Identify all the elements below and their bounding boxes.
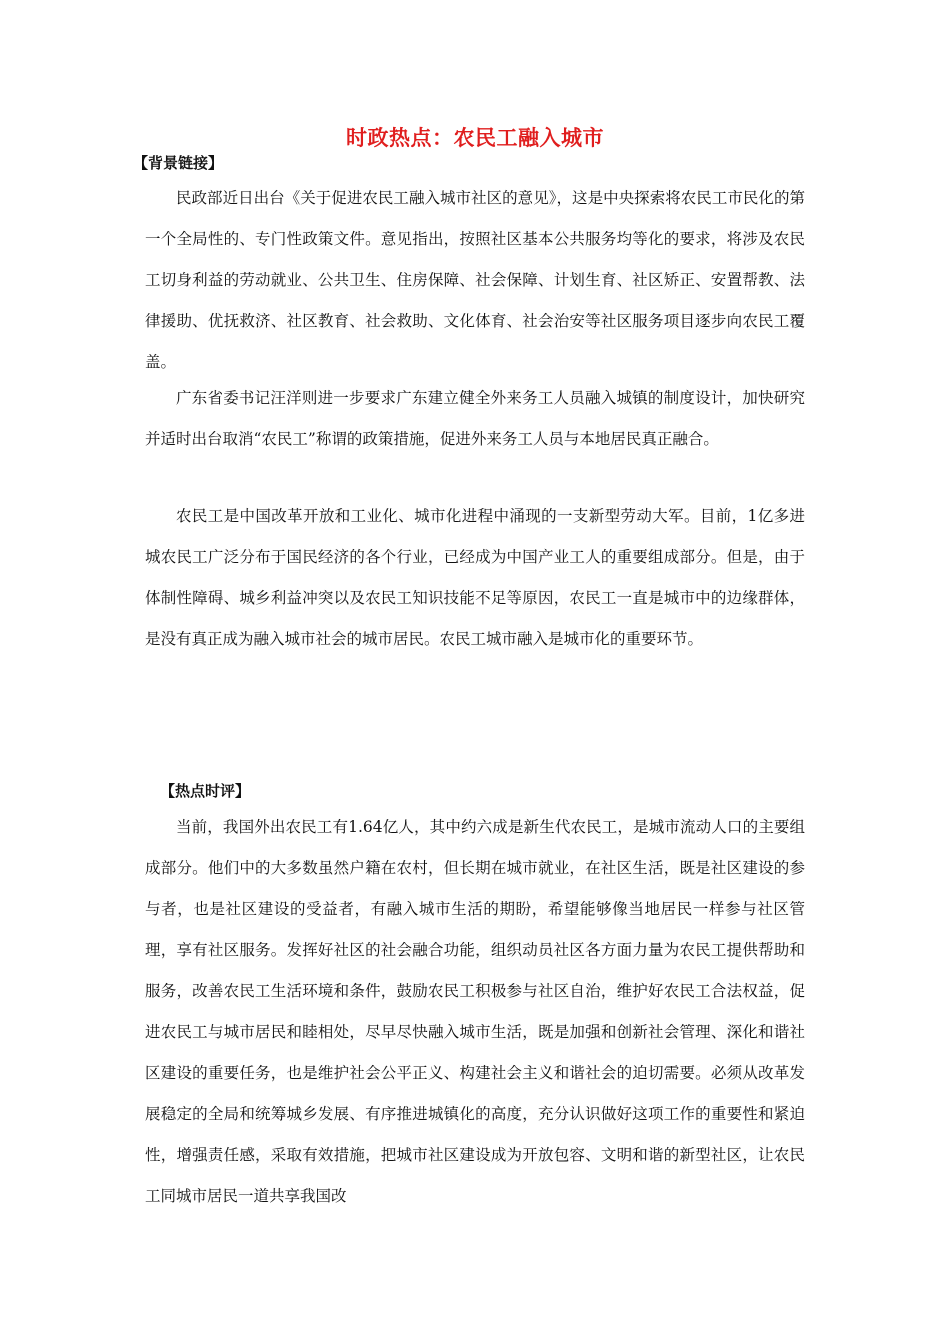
background-paragraph-2: 广东省委书记汪洋则进一步要求广东建立健全外来务工人员融入城镇的制度设计，加快研究并适时出台取消“农民工”称谓的政策措施，促进外来务工人员与本地居民真正融合。 xyxy=(145,389,805,448)
background-paragraph-3: 农民工是中国改革开放和工业化、城市化进程中涌现的一支新型劳动大军。目前，1亿多进城农民工广泛分布于国民经济的各个行业，已经成为中国产业工人的重要组成部分。但是，由于体制性障碍、城乡利益冲突以及农民工知识技能不足等原因，农民工一直是城市中的边缘群体，是没有真正成为融入城市社会的城市居民。农民工城市融入是城市化的重要环节。 xyxy=(145,507,805,648)
comment-paragraph-1: 当前，我国外出农民工有1.64亿人，其中约六成是新生代农民工，是城市流动人口的主要组成部分。他们中的大多数虽然户籍在农村，但长期在城市就业，在社区生活，既是社区建设的参与者，也是社区建设的受益者，有融入城市生活的期盼，希望能够像当地居民一样参与社区管理，享有社区服务。发挥好社区的社会融合功能，组织动员社区各方面力量为农民工提供帮助和服务，改善农民工生活环境和条件，鼓励农民工积极参与社区自治，维护好农民工合法权益，促进农民工与城市居民和睦相处，尽早尽快融入城市生活，既是加强和创新社会管理、深化和谐社区建设的重要任务，也是维护社会公平正义、构建社会主义和谐社会的迫切需要。必须从改革发展稳定的全局和统筹城乡发展、有序推进城镇化的高度，充分认识做好这项工作的重要性和紧迫性，增强责任感，采取有效措施，把城市社区建设成为开放包容、文明和谐的新型社区，让农民工同城市居民一道共享我国改 xyxy=(145,818,805,1205)
document-title: 时政热点：农民工融入城市 xyxy=(346,126,604,150)
comment-heading: 【热点时评】 xyxy=(160,782,251,800)
background-heading: 【背景链接】 xyxy=(133,154,224,172)
background-paragraph-1: 民政部近日出台《关于促进农民工融入城市社区的意见》，这是中央探索将农民工市民化的第一个全局性的、专门性政策文件。意见指出，按照社区基本公共服务均等化的要求，将涉及农民工切身利益的劳动就业、公共卫生、住房保障、社会保障、计划生育、社区矫正、安置帮教、法律援助、优抚救济、社区教育、社会救助、文化体育、社会治安等社区服务项目逐步向农民工覆盖。 xyxy=(145,189,805,371)
